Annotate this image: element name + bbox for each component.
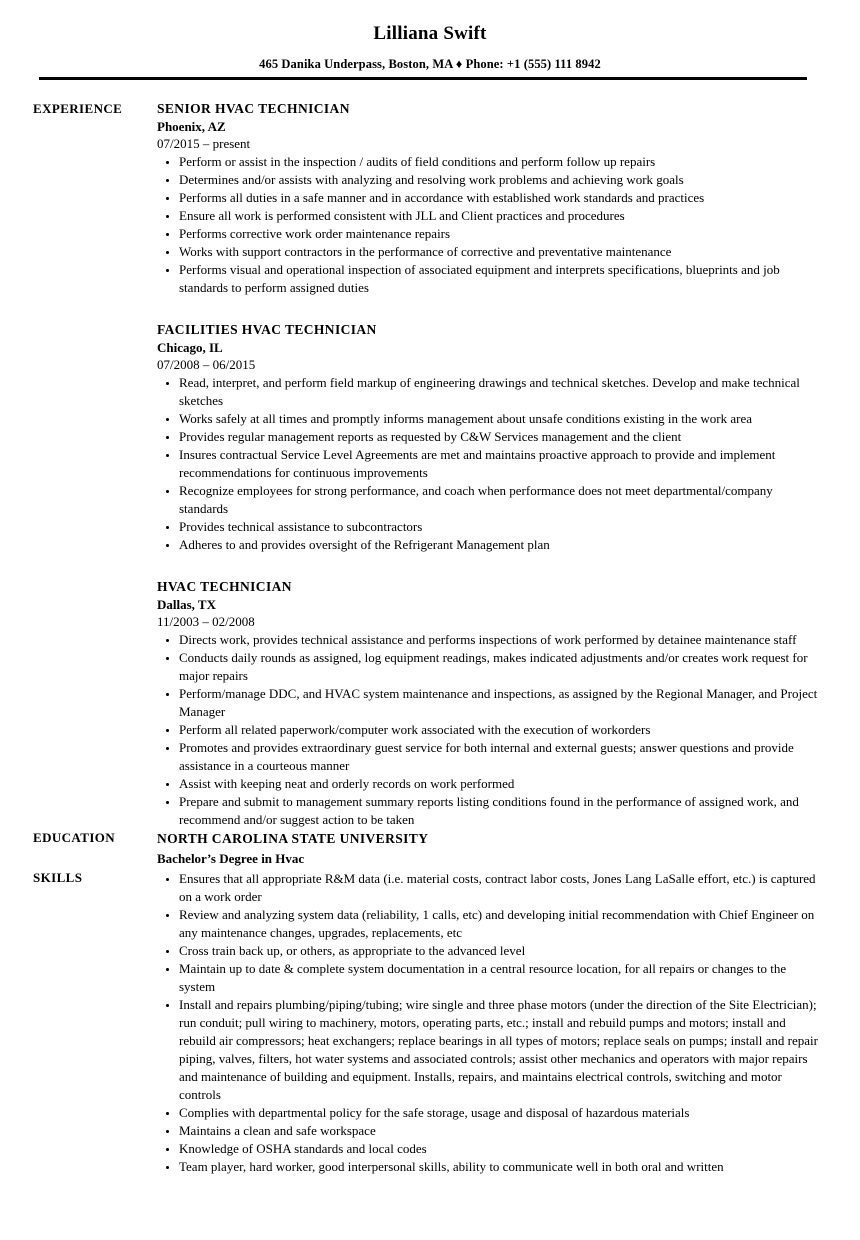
job-entry [157, 321, 824, 554]
job-entry [157, 100, 824, 297]
bullet-item: • Complies with departmental policy for the safe storage, usage and disposal of hazardous materials [179, 1104, 824, 1122]
education-school: NORTH CAROLINA STATE UNIVERSITY [157, 831, 429, 846]
resume-body [0, 80, 860, 1176]
job-dates: 07/2008 – 06/2015 [157, 357, 256, 372]
bullet-item: • Provides technical assistance to subcontractors [179, 518, 824, 536]
bullet-item: • Directs work, provides technical assistance and performs inspections of work performed by detainee maintenance staff [179, 631, 824, 649]
bullet-item: • Perform all related paperwork/computer work associated with the execution of workorders [179, 721, 824, 739]
skills-bullets [157, 870, 824, 1176]
job-bullets [157, 153, 824, 297]
bullet-item: • Determines and/or assists with analyzing and resolving work problems and achieving work goals [179, 171, 824, 189]
job-dates: 07/2015 – present [157, 136, 251, 151]
bullet-item: • Cross train back up, or others, as appropriate to the advanced level [179, 942, 824, 960]
section-education [33, 829, 824, 869]
bullet-item: • Maintain up to date & complete system documentation in a central resource location, for all repairs or changes to the system [179, 960, 824, 996]
job-dates: 11/2003 – 02/2008 [157, 614, 255, 629]
education-content [157, 829, 824, 869]
job-title: SENIOR HVAC TECHNICIAN [157, 101, 350, 116]
resume-header [0, 0, 860, 80]
section-label-skills: SKILLS [33, 870, 83, 885]
bullet-item: • Performs corrective work order maintenance repairs [179, 225, 824, 243]
job-location: Phoenix, AZ [157, 119, 226, 134]
bullet-item: • Perform or assist in the inspection / audits of field conditions and perform follow up repairs [179, 153, 824, 171]
bullet-item: • Performs visual and operational inspection of associated equipment and interprets specifications, blueprints and job standards to perform assigned duties [179, 261, 824, 297]
bullet-item: • Ensures that all appropriate R&M data (i.e. material costs, contract labor costs, Jones Lang LaSalle effort, etc.) is captured on a work order [179, 870, 824, 906]
bullet-item: • Insures contractual Service Level Agreements are met and maintains proactive approach to provide and implement recommendations for continuous improvements [179, 446, 824, 482]
job-title: FACILITIES HVAC TECHNICIAN [157, 322, 377, 337]
job-bullets [157, 374, 824, 554]
bullet-item: • Team player, hard worker, good interpersonal skills, ability to communicate well in both oral and written [179, 1158, 824, 1176]
job-entry [157, 578, 824, 829]
contact-line: 465 Danika Underpass, Boston, MA ♦ Phone: +1 (555) 111 8942 [259, 57, 601, 71]
job-location: Chicago, IL [157, 340, 223, 355]
bullet-item: • Knowledge of OSHA standards and local codes [179, 1140, 824, 1158]
bullet-item: • Prepare and submit to management summary reports listing conditions found in the performance of assigned work, and recommend and/or suggest action to be taken [179, 793, 824, 829]
skills-content [157, 869, 824, 1176]
bullet-item: • Install and repairs plumbing/piping/tubing; wire single and three phase motors (under the direction of the Site Electrician); run conduit; pull wiring to machinery, motors, operating parts, etc.; install and rebuild pumps and motors; install and rebuild air compressors; heat exchangers; replace bearings in all types of motors; replace seals on pumps; install and repair piping, valves, filters, hot water systems and associated controls; assist other mechanics and operators with major repairs and maintenance of building and equipment. Installs, repairs, and maintains electrical controls, switching and motor controls [179, 996, 824, 1104]
bullet-item: • Performs all duties in a safe manner and in accordance with established work standards and practices [179, 189, 824, 207]
bullet-item: • Adheres to and provides oversight of the Refrigerant Management plan [179, 536, 824, 554]
bullet-item: • Provides regular management reports as requested by C&W Services management and the client [179, 428, 824, 446]
job-bullets [157, 631, 824, 829]
job-title: HVAC TECHNICIAN [157, 579, 292, 594]
bullet-item: • Works safely at all times and promptly informs management about unsafe conditions existing in the work area [179, 410, 824, 428]
bullet-item: • Works with support contractors in the performance of corrective and preventative maintenance [179, 243, 824, 261]
section-label-education: EDUCATION [33, 830, 116, 845]
bullet-item: • Review and analyzing system data (reliability, 1 calls, etc) and developing initial recommendation with Chief Engineer on any maintenance changes, upgrades, replacements, etc [179, 906, 824, 942]
section-label-experience: EXPERIENCE [33, 101, 123, 116]
job-location: Dallas, TX [157, 597, 216, 612]
bullet-item: • Maintains a clean and safe workspace [179, 1122, 824, 1140]
bullet-item: • Perform/manage DDC, and HVAC system maintenance and inspections, as assigned by the Regional Manager, and Project Manager [179, 685, 824, 721]
experience-content [157, 100, 824, 829]
bullet-item: • Ensure all work is performed consistent with JLL and Client practices and procedures [179, 207, 824, 225]
section-skills [33, 869, 824, 1176]
candidate-name: Lilliana Swift [373, 23, 487, 44]
section-experience [33, 100, 824, 829]
bullet-item: • Read, interpret, and perform field markup of engineering drawings and technical sketches. Develop and make technical sketches [179, 374, 824, 410]
education-degree: Bachelor’s Degree in Hvac [157, 851, 305, 866]
bullet-item: • Assist with keeping neat and orderly records on work performed [179, 775, 824, 793]
bullet-item: • Conducts daily rounds as assigned, log equipment readings, makes indicated adjustments and/or creates work request for major repairs [179, 649, 824, 685]
bullet-item: • Recognize employees for strong performance, and coach when performance does not meet departmental/company standards [179, 482, 824, 518]
bullet-item: • Promotes and provides extraordinary guest service for both internal and external guests; answer questions and provide assistance in a courteous manner [179, 739, 824, 775]
